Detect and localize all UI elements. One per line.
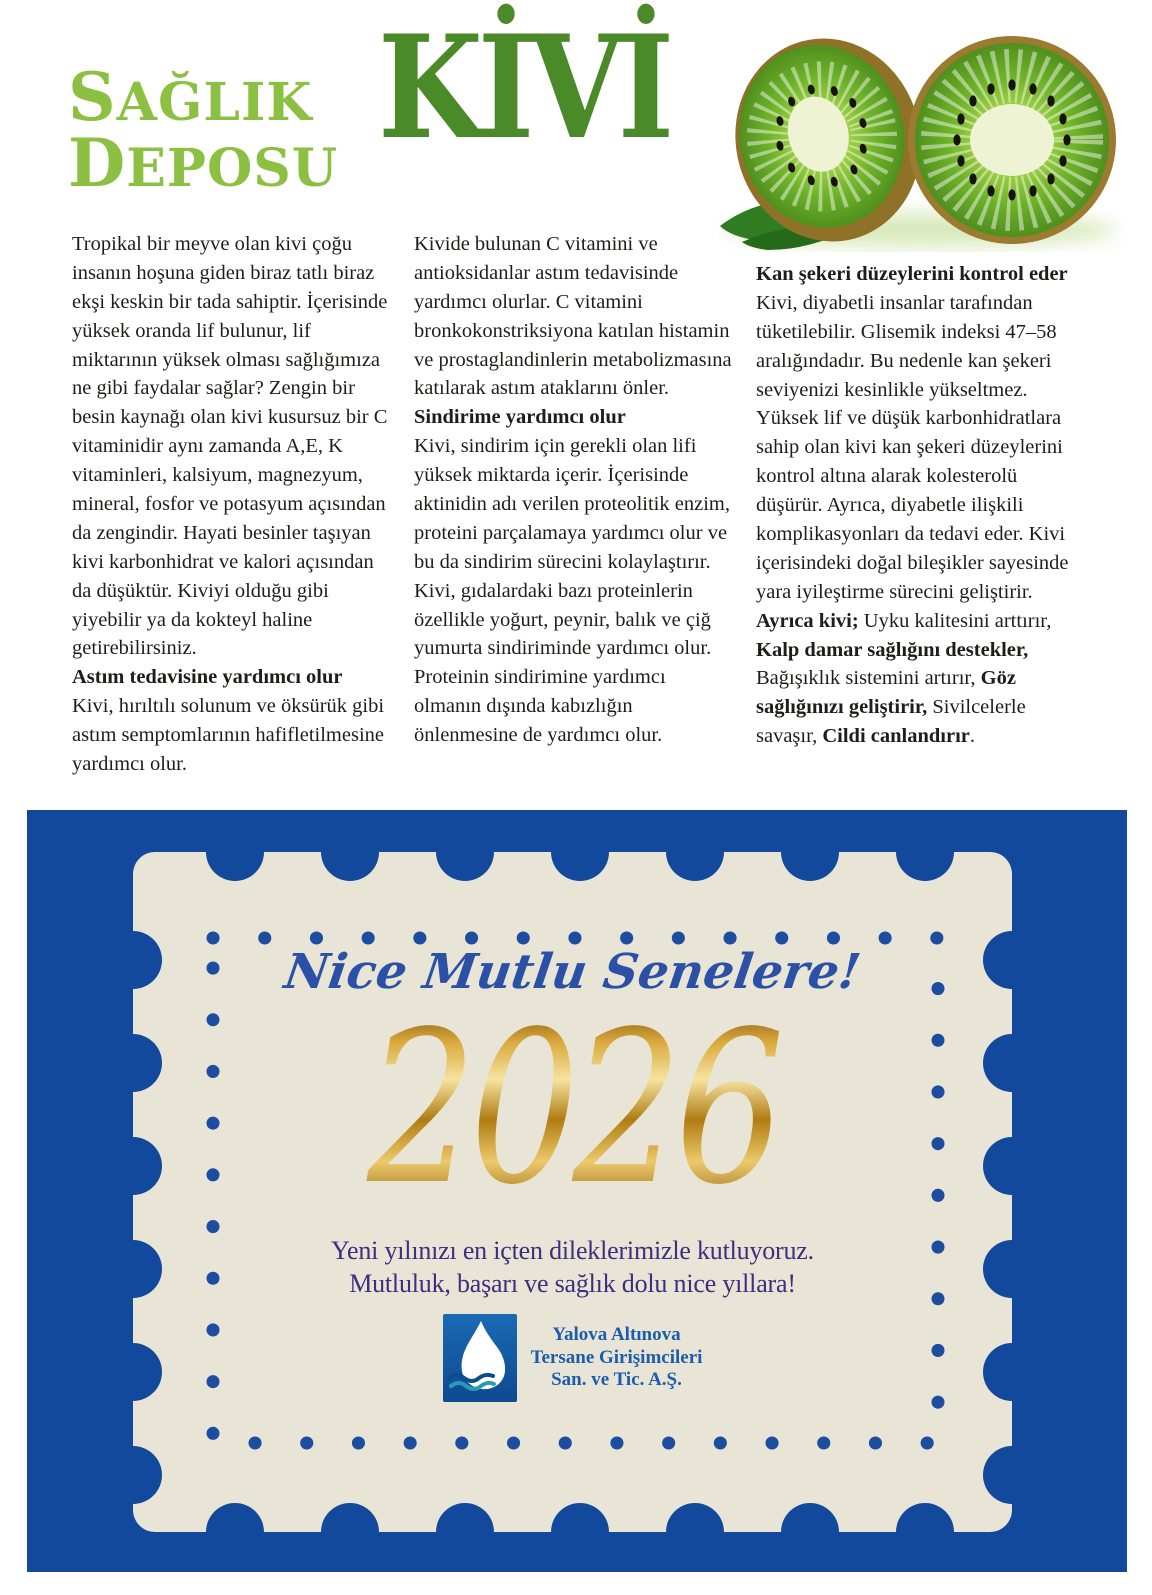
text-segment: Cildi canlandırır [822, 725, 970, 748]
article-columns [72, 230, 1080, 779]
wish-line-1: Yeni yılınızı en içten dileklerimizle kutluyoruz. [331, 1236, 814, 1265]
article-column-1 [72, 230, 390, 779]
greeting-script-text: Nice Mutlu Senelere! [281, 944, 864, 1000]
brand-line-1: SAĞLIK [68, 58, 313, 136]
article-column-2 [414, 230, 732, 779]
text-segment: Ayrıca kivi; [756, 609, 859, 632]
text-segment: Kalp damar sağlığını destekler, [756, 638, 1029, 661]
kiwi-photo-illustration [712, 14, 1148, 252]
wish-line-2: Mutluluk, başarı ve sağlık dolu nice yıllara! [349, 1269, 796, 1299]
brand-line-2: DEPOSU [68, 124, 339, 202]
text-segment: . [969, 725, 975, 748]
paragraph: Kivi, hırıltılı solunum ve öksürük gibi astım semptomlarının hafifletilmesine yardımcı olur. [72, 695, 385, 776]
text-segment: Bağışıklık sistemini artırır, [756, 667, 981, 690]
wish-message [133, 1234, 1012, 1301]
text-segment: Göz sağlığınızı geliştirir, [756, 667, 1016, 719]
subheading-blood-sugar: Kan şekeri düzeylerini kontrol eder [756, 263, 1068, 285]
organization-block [133, 1314, 1012, 1402]
paragraph: Kivi, sindirim için gerekli olan lifi yüksek miktarda içerir. İçerisinde aktinidin adı verilen proteolitik enzim, proteini parçalamaya yardımcı olur ve bu da sindirim sürecini kolaylaştırır. Kivi, gıdalardaki bazı proteinlerin özellikle yoğurt, peynir, balık ve çiğ yumurta sindiriminde yardımcı olur. Proteinin sindirimine yardımcı olmanın dışında kabızlığın önlenmesine de yardımcı olur. [414, 435, 730, 747]
kiwi-half-right [908, 36, 1116, 244]
organization-name [531, 1324, 703, 1392]
subheading-digestion: Sindirime yardımcı olur [414, 406, 626, 429]
card-content [133, 852, 1012, 1532]
org-line-3: San. ve Tic. A.Ş. [551, 1369, 682, 1391]
paragraph: Tropikal bir meyve olan kivi çoğu insanın hoşuna giden biraz tatlı biraz ekşi keskin bir tada sahiptir. İçerisinde yüksek oranda lif bulunur, lif miktarının yüksek olması sağlığımıza ne gibi faydalar sağlar? Zengin bir besin kaynağı olan kivi kusursuz bir C vitaminidir aynı zamanda A,E, K vitaminleri, kalsiyum, magnezyum, mineral, fosfor ve potasyum açısından da zengindir. Hayati besinler taşıyan kivi karbonhidrat ve kalori açısından da düşüktür. Kiviyi olduğu gibi yiyebilir ya da kokteyl haline getirebilirsiniz. [72, 233, 388, 660]
paragraph: Kivide bulunan C vitamini ve antioksidanlar astım tedavisinde yardımcı olurlar. C vitamini bronkokonstriksiyona katılan histamin ve prostaglandinlerin metabolizmasına katılarak astım ataklarını önler. [414, 233, 732, 400]
org-line-1: Yalova Altınova [552, 1323, 681, 1345]
article-column-3 [756, 230, 1080, 779]
kiwi-halves-icon [712, 14, 1148, 252]
year-2026: 2026 [212, 1004, 933, 1214]
text-segment: Sivilcelerle savaşır, [756, 696, 1026, 748]
paragraph: Kivi, diyabetli insanlar tarafından tüketilebilir. Glisemik indeksi 47–58 aralığındadır. Bu nedenle kan şekeri seviyenizi kesinlikle yükseltmez. Yüksek lif ve düşük karbonhidratlara sahip olan kivi kan şekeri düzeylerini kontrol altına alarak kolesterolü düşürür. Ayrıca, diyabetle ilişkili komplikasyonları da tedavi eder. Kivi içerisindeki doğal bileşikler sayesinde yara iyileştirme sürecini geliştirir. [756, 291, 1069, 603]
water-drop-logo-icon [443, 1314, 517, 1402]
paragraph-mixed [756, 607, 1080, 751]
subheading-asthma: Astım tedavisine yardımcı olur [72, 666, 343, 689]
new-year-card [27, 810, 1127, 1572]
org-line-2: Tersane Girişimcileri [530, 1346, 703, 1368]
brand-logo [68, 58, 339, 202]
text-segment: Uyku kalitesini arttırır, [858, 609, 1052, 632]
page-title: KİVİ [378, 5, 670, 171]
